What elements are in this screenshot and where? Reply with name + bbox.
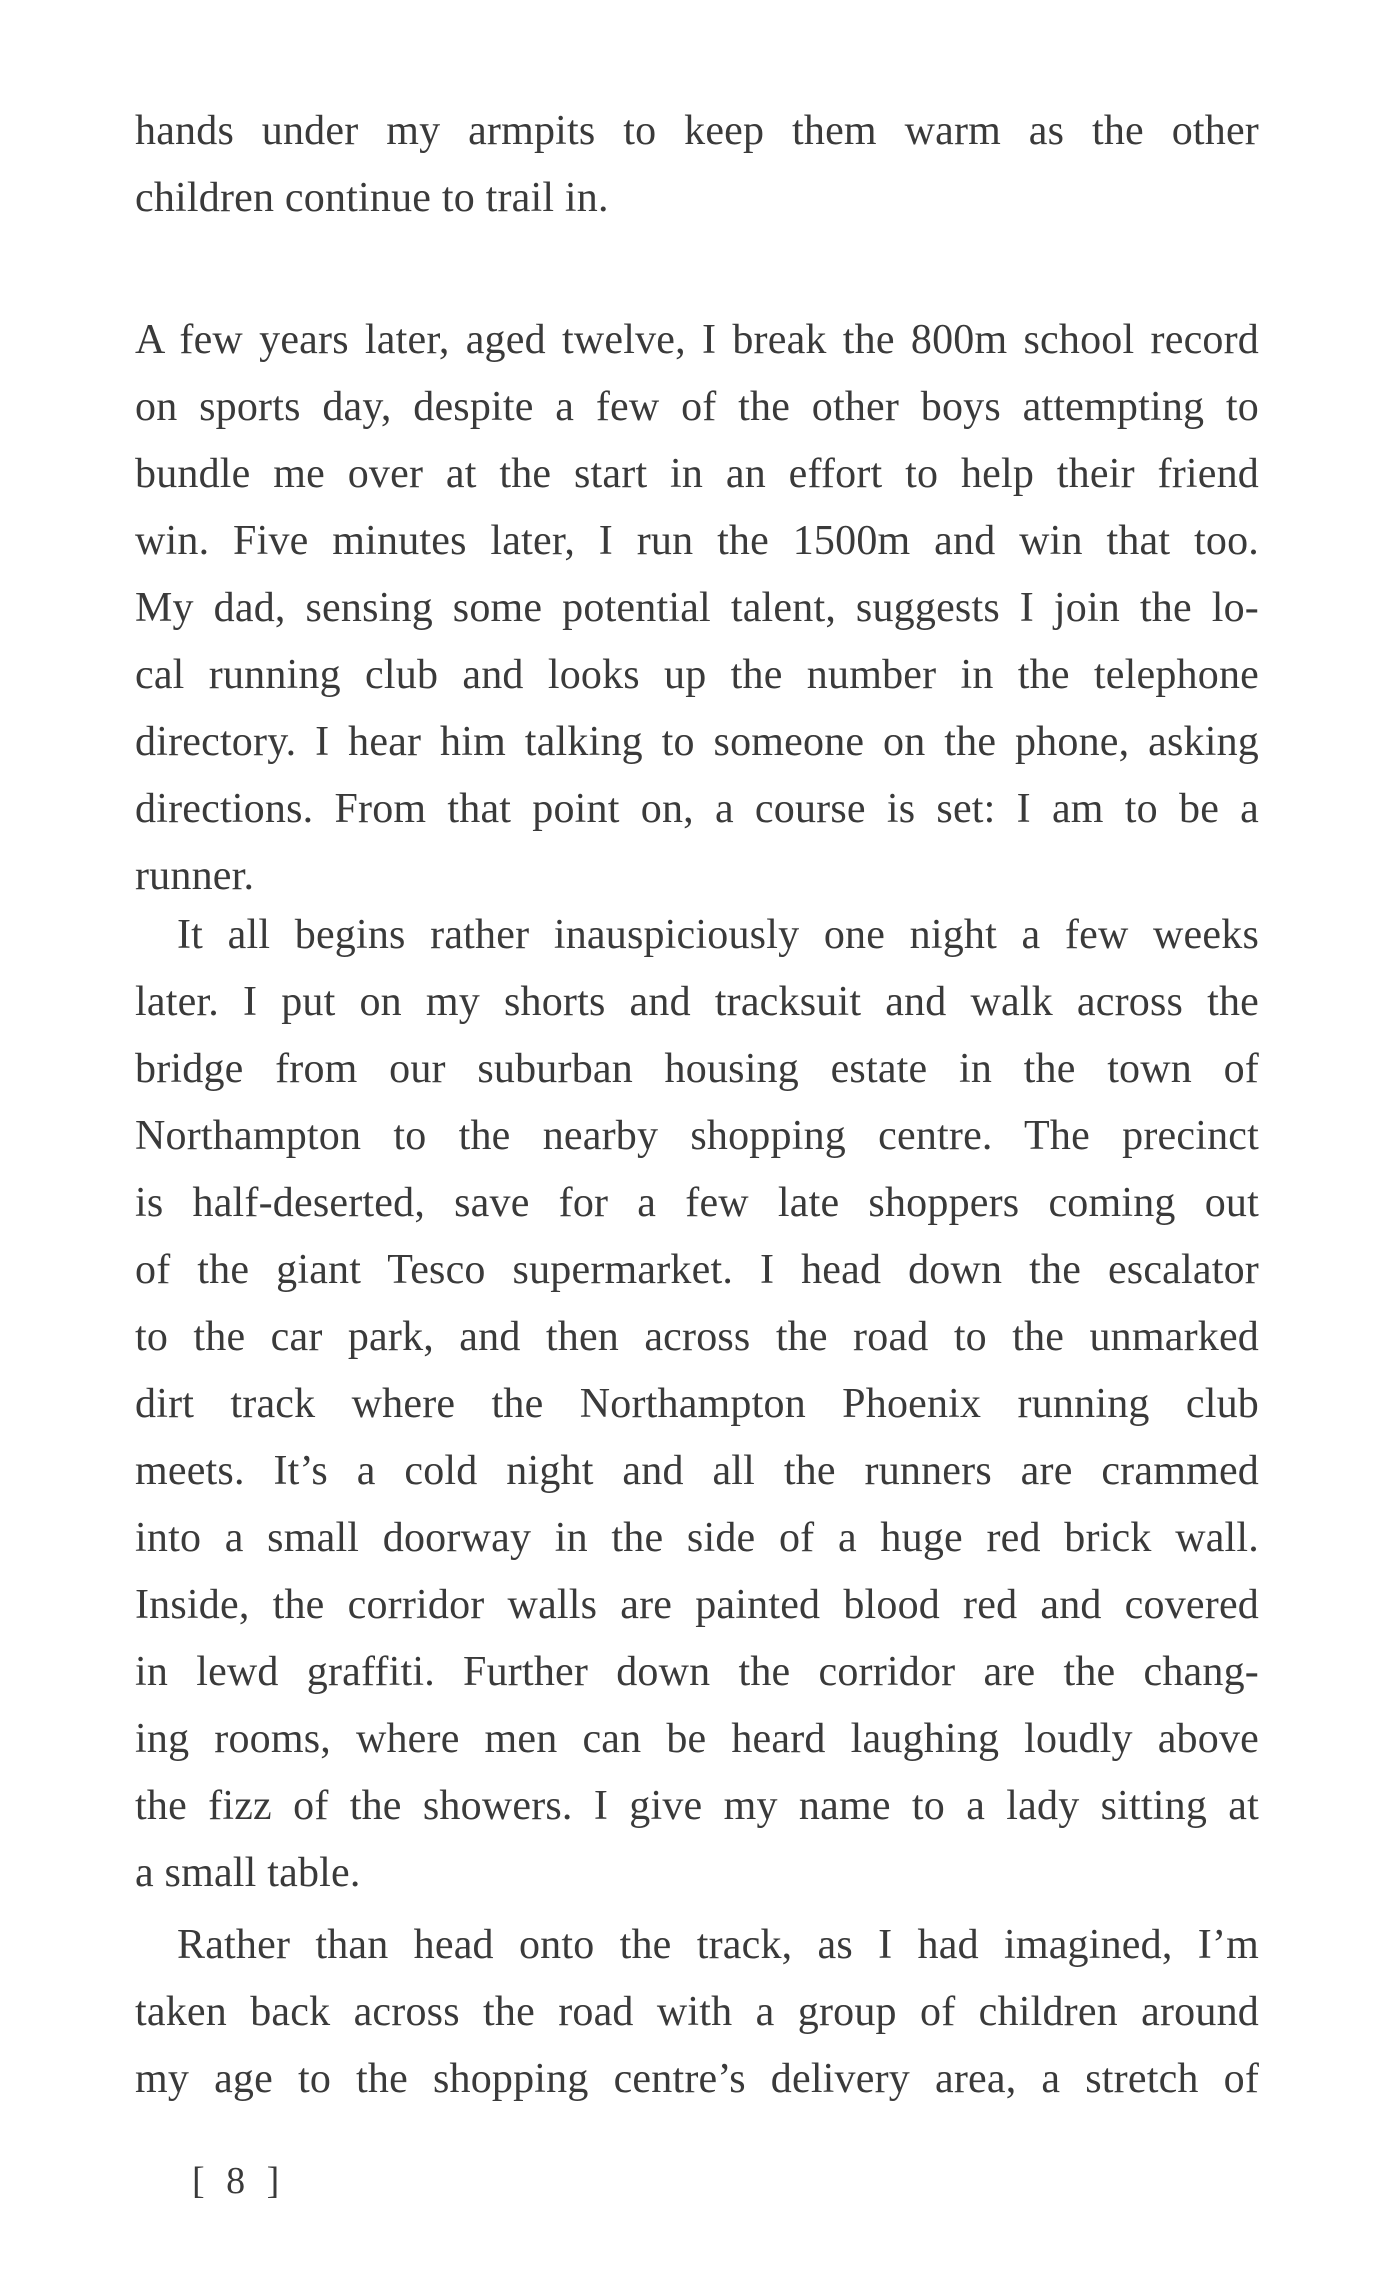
text-line: directory. I hear him talking to someone on the phone, asking: [135, 719, 1259, 765]
text-line: later. I put on my shorts and tracksuit and walk across the: [135, 979, 1259, 1025]
text-line: directions. From that point on, a course is set: I am to be a: [135, 786, 1259, 832]
text-line: to the car park, and then across the road to the unmarked: [135, 1314, 1259, 1360]
text-line: Rather than head onto the track, as I had imagined, I’m: [177, 1922, 1259, 1968]
text-line: bridge from our suburban housing estate in the town of: [135, 1046, 1259, 1092]
text-line: cal running club and looks up the number in the telephone: [135, 652, 1259, 698]
text-line: the fizz of the showers. I give my name to a lady sitting at: [135, 1783, 1259, 1829]
text-line: win. Five minutes later, I run the 1500m and win that too.: [135, 518, 1259, 564]
text-line: runner.: [135, 853, 255, 899]
text-line: dirt track where the Northampton Phoenix running club: [135, 1381, 1259, 1427]
text-line: is half-deserted, save for a few late shoppers coming out: [135, 1180, 1259, 1226]
text-line: of the giant Tesco supermarket. I head down the escalator: [135, 1247, 1259, 1293]
text-line: Inside, the corridor walls are painted blood red and covered: [135, 1582, 1259, 1628]
page-number: [ 8 ]: [192, 2160, 286, 2202]
text-line: A few years later, aged twelve, I break the 800m school record: [135, 317, 1259, 363]
text-line: my age to the shopping centre’s delivery area, a stretch of: [135, 2056, 1259, 2102]
text-line: hands under my armpits to keep them warm as the other: [135, 108, 1259, 154]
text-line: It all begins rather inauspiciously one night a few weeks: [177, 912, 1259, 958]
text-line: children continue to trail in.: [135, 175, 609, 221]
text-line: into a small doorway in the side of a huge red brick wall.: [135, 1515, 1259, 1561]
text-line: meets. It’s a cold night and all the runners are crammed: [135, 1448, 1259, 1494]
text-line: taken back across the road with a group of children around: [135, 1989, 1259, 2035]
text-line: on sports day, despite a few of the other boys attempting to: [135, 384, 1259, 430]
text-line: Northampton to the nearby shopping centre. The precinct: [135, 1113, 1259, 1159]
text-line: in lewd graffiti. Further down the corridor are the chang-: [135, 1649, 1259, 1695]
paragraph-delivery-area: [135, 1912, 1259, 2113]
text-line: ing rooms, where men can be heard laughing loudly above: [135, 1716, 1259, 1762]
text-line: bundle me over at the start in an effort to help their friend: [135, 451, 1259, 497]
paragraph-running-club: [135, 902, 1259, 1907]
paragraph-continuation: [135, 98, 1259, 232]
paragraph-school-record: [135, 307, 1259, 910]
text-line: a small table.: [135, 1850, 361, 1896]
text-line: My dad, sensing some potential talent, suggests I join the lo-: [135, 585, 1259, 631]
